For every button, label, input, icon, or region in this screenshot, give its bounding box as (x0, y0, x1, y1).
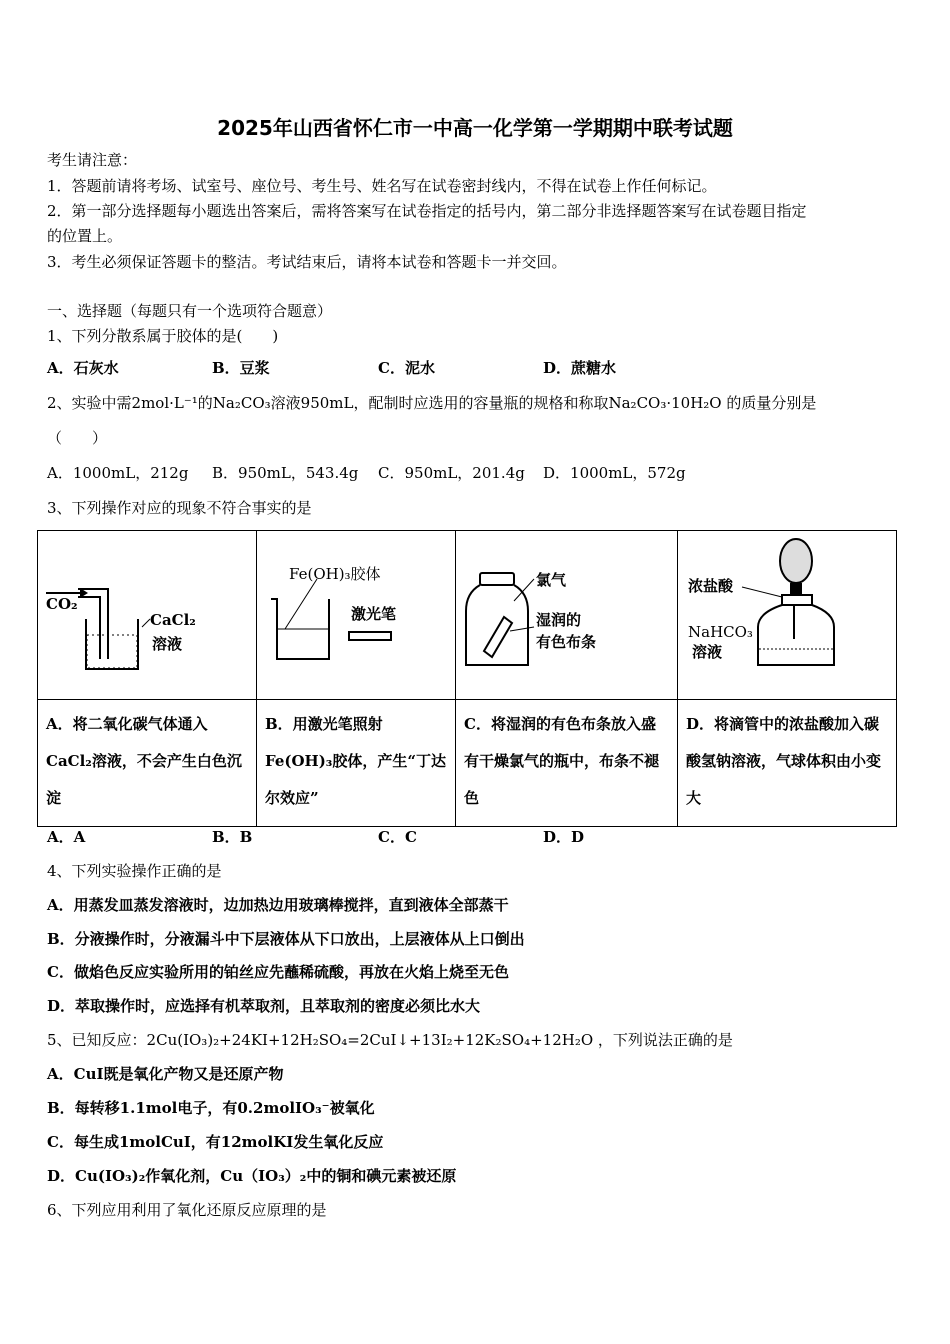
question-1-stem: 1、下列分散系属于胶体的是( ) (47, 327, 279, 345)
notice-item: 3．考生必须保证答题卡的整洁。考试结束后，请将本试卷和答题卡一并交回。 (47, 253, 567, 271)
q3-option-a: A．A (47, 828, 86, 846)
caption-c: C．将湿润的有色布条放入盛有干燥氯气的瓶中，布条不褪色 (464, 715, 660, 807)
q1-option-b: B．豆浆 (212, 359, 270, 377)
figure-c-chlorine-cloth (456, 531, 677, 699)
label-laser-pen: 激光笔 (351, 605, 397, 623)
page-title: 2025年山西省怀仁市一中高一化学第一学期期中联考试题 (217, 116, 733, 140)
question-4-stem: 4、下列实验操作正确的是 (47, 862, 222, 880)
label-co2: CO₂ (46, 595, 78, 613)
notice-item: 2．第一部分选择题每小题选出答案后，需将答案写在试卷指定的括号内，第二部分非选择题答案写在试卷题目指定 (47, 202, 807, 220)
label-colored-cloth: 有色布条 (536, 633, 597, 651)
section-heading: 一、选择题（每题只有一个选项符合题意） (47, 302, 333, 320)
figure-d-balloon-nahco3 (678, 531, 896, 699)
answer-paren: （ ） (47, 429, 108, 447)
q3-figure-table (37, 530, 897, 827)
notice-heading: 考生请注意： (47, 151, 138, 169)
caption-d: D．将滴管中的浓盐酸加入碳酸氢钠溶液，气球体积由小变大 (686, 715, 882, 807)
q1-option-c: C．泥水 (378, 359, 435, 377)
notice-item: 的位置上。 (47, 227, 123, 245)
question-5-stem: 5、已知反应：2Cu(IO₃)₂+24KI+12H₂SO₄=2CuI↓+13I₂+12K₂SO₄+12H₂O ，下列说法正确的是 (47, 1031, 733, 1049)
label-cacl2: CaCl₂ (150, 611, 196, 629)
q5-option-d: D．Cu(IO₃)₂作氧化剂，Cu（IO₃）₂中的铜和碘元素被还原 (47, 1167, 457, 1185)
q3-option-b: B．B (212, 828, 253, 846)
q2-option-d: D．1000mL，572g (543, 464, 686, 482)
q2-option-c: C．950mL，201.4g (378, 464, 525, 482)
flask-balloon-icon (678, 531, 896, 699)
caption-b: B．用激光笔照射Fe(OH)₃胶体，产生“丁达尔效应” (265, 715, 447, 807)
q4-option-b: B．分液操作时，分液漏斗中下层液体从下口放出，上层液体从上口倒出 (47, 930, 525, 948)
q1-option-d: D．蔗糖水 (543, 359, 617, 377)
label-fe-oh3-colloid: Fe(OH)₃胶体 (289, 565, 381, 583)
q4-option-c: C．做焰色反应实验所用的铂丝应先蘸稀硫酸，再放在火焰上烧至无色 (47, 963, 509, 981)
figure-a-co2-cacl2 (38, 531, 256, 699)
q3-option-c: C．C (378, 828, 417, 846)
question-2-stem: 2、实验中需2mol·L⁻¹的Na₂CO₃溶液950mL，配制时应选用的容量瓶的规格和称取Na₂CO₃·10H₂O 的质量分别是 (47, 394, 817, 412)
label-conc-hcl: 浓盐酸 (688, 577, 734, 595)
q5-option-b: B．每转移1.1mol电子，有0.2molIO₃⁻被氧化 (47, 1099, 375, 1117)
q1-option-a: A．石灰水 (47, 359, 119, 377)
beaker-tube-icon (38, 531, 256, 699)
q5-option-a: A．CuI既是氧化产物又是还原产物 (47, 1065, 284, 1083)
label-nahco3: NaHCO₃ (688, 623, 753, 641)
label-moist: 湿润的 (536, 611, 582, 629)
caption-a: A．将二氧化碳气体通入CaCl₂溶液，不会产生白色沉淀 (46, 715, 242, 807)
q4-option-a: A．用蒸发皿蒸发溶液时，边加热边用玻璃棒搅拌，直到液体全部蒸干 (47, 896, 509, 914)
q2-option-a: A．1000mL，212g (47, 464, 189, 482)
figure-b-laser-colloid (257, 531, 455, 699)
q5-option-c: C．每生成1molCuI，有12molKI发生氧化反应 (47, 1133, 384, 1151)
q3-option-d: D．D (543, 828, 585, 846)
question-3-stem: 3、下列操作对应的现象不符合事实的是 (47, 499, 312, 517)
notice-item: 1．答题前请将考场、试室号、座位号、考生号、姓名写在试卷密封线内，不得在试卷上作任何标记。 (47, 177, 717, 195)
question-6-stem: 6、下列应用利用了氧化还原反应原理的是 (47, 1201, 327, 1219)
label-solution: 溶液 (692, 643, 723, 661)
q4-option-d: D．萃取操作时，应选择有机萃取剂，且萃取剂的密度必须比水大 (47, 997, 481, 1015)
label-chlorine: 氯气 (536, 571, 567, 589)
label-solution: 溶液 (152, 635, 183, 653)
q2-option-b: B．950mL，543.4g (212, 464, 359, 482)
